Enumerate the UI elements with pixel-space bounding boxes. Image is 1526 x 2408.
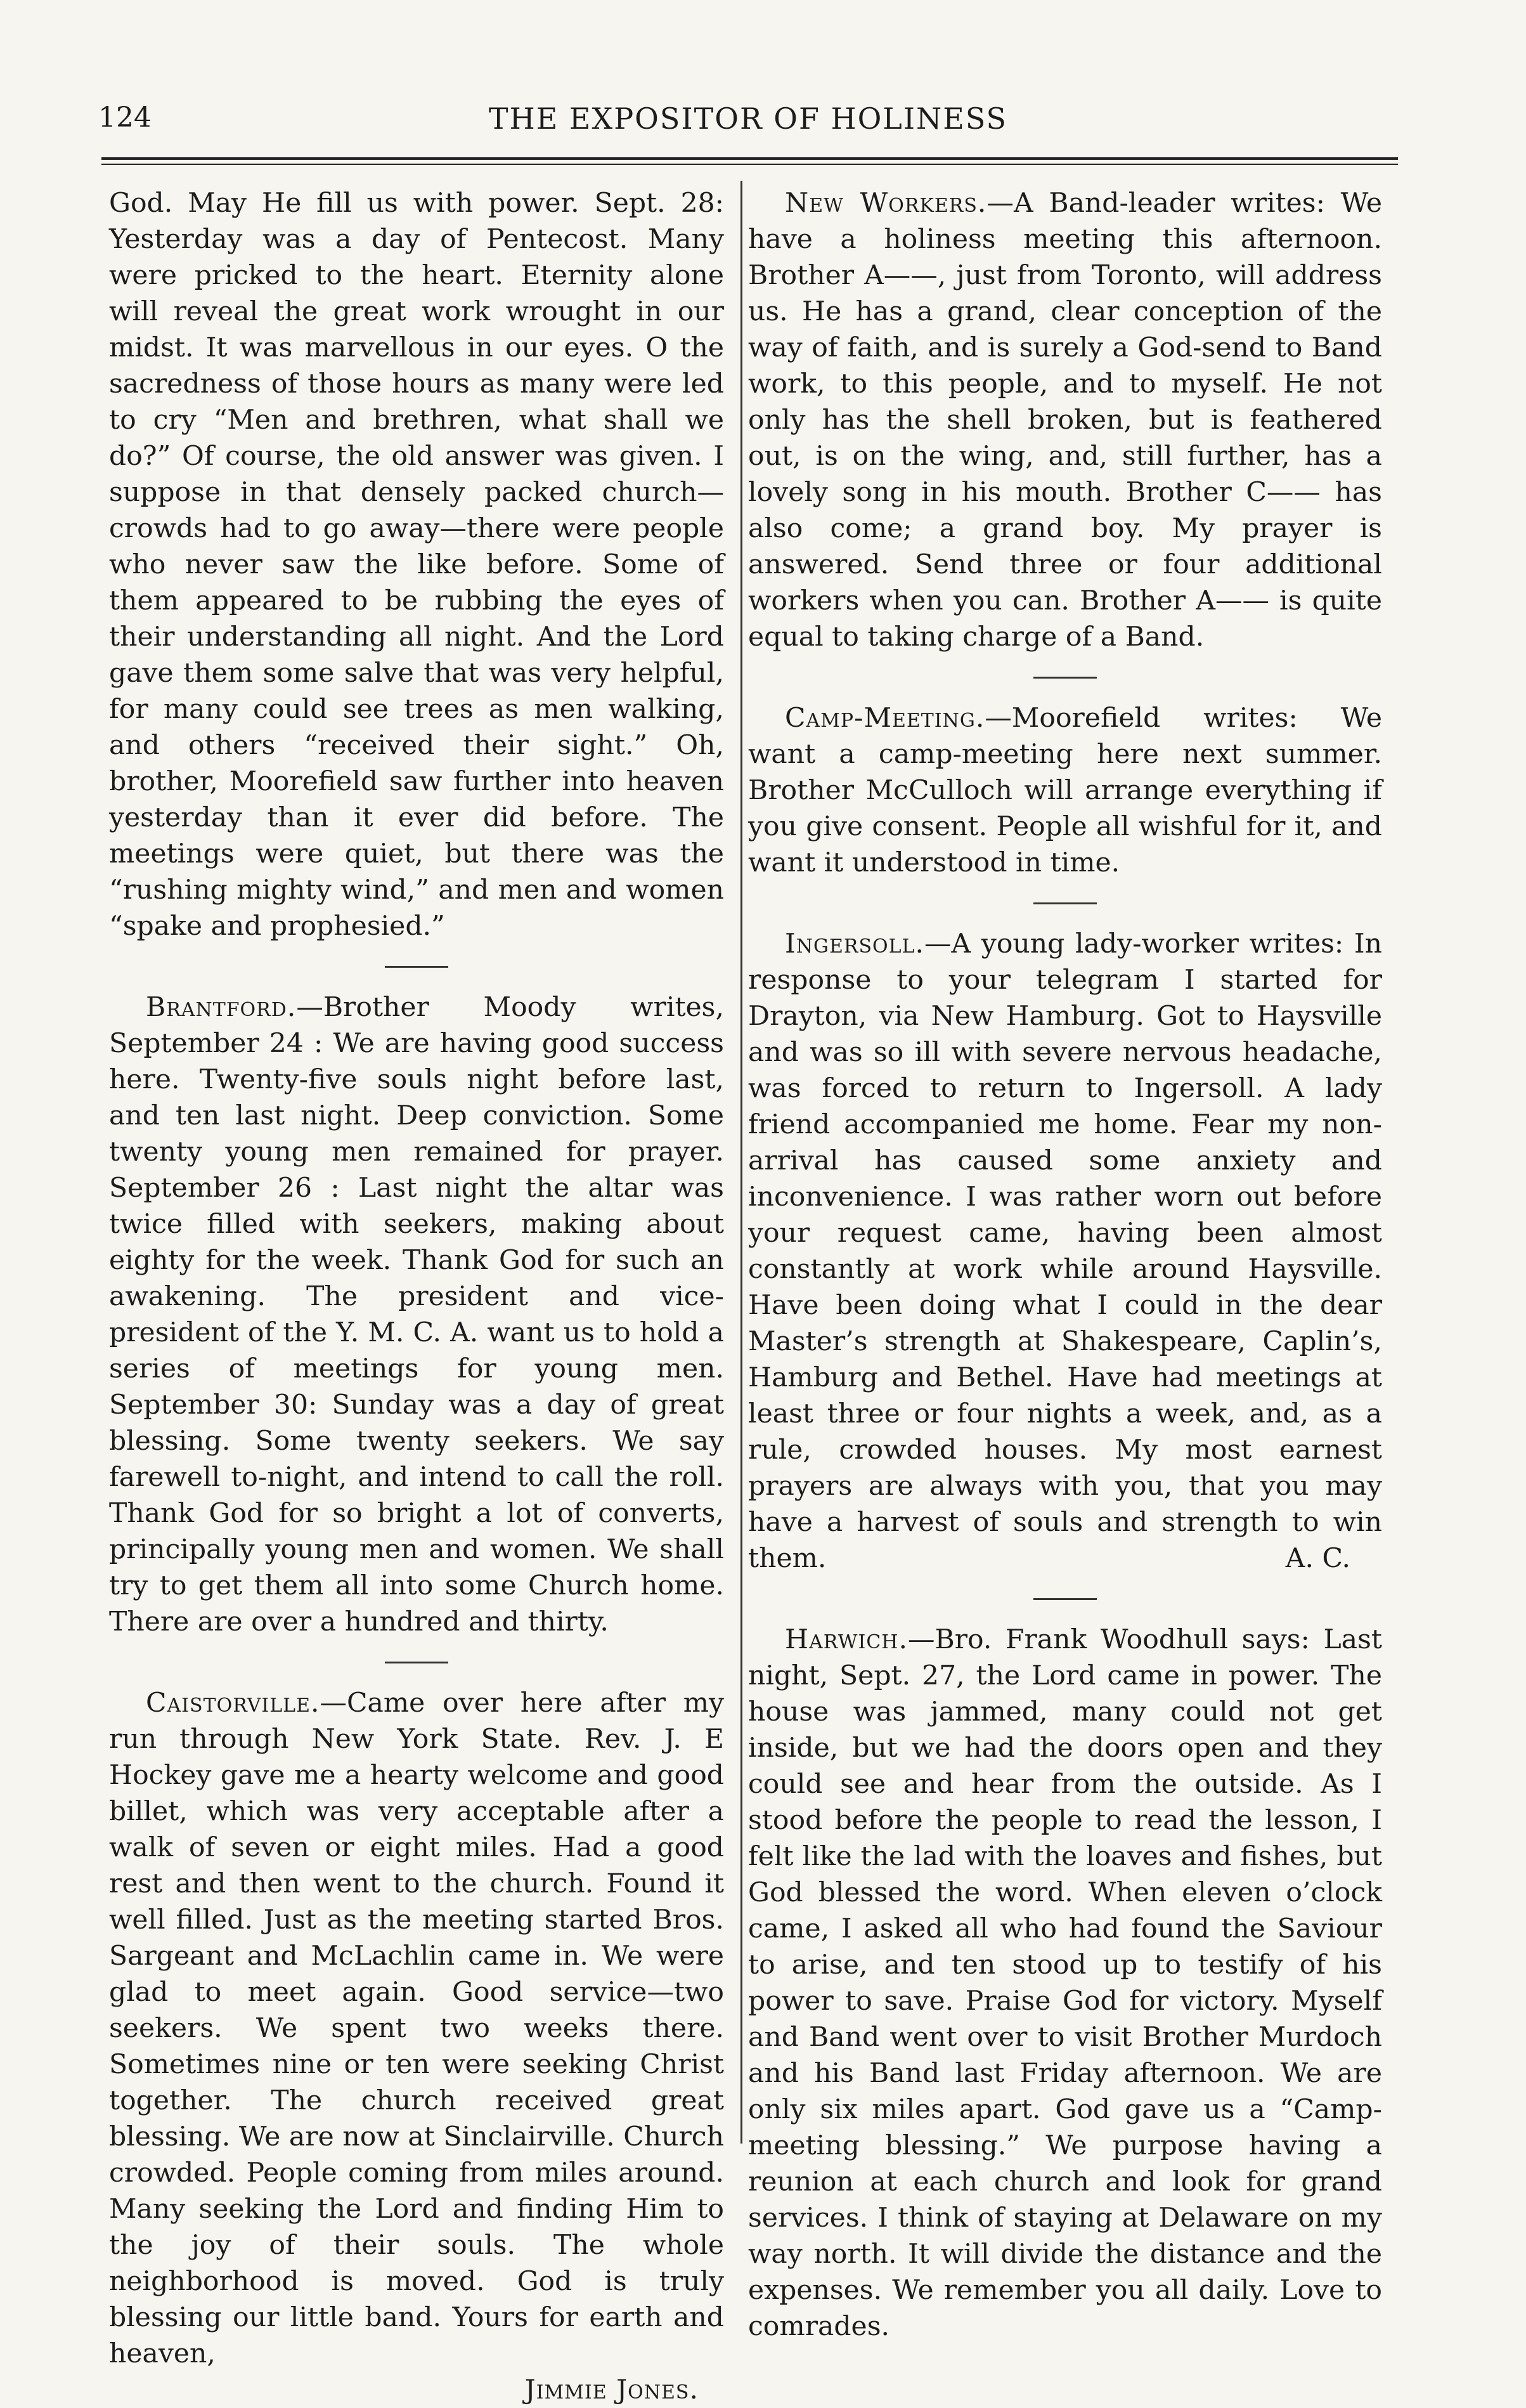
page-number: 124 (98, 101, 152, 134)
section-separator (1033, 902, 1097, 904)
section-separator (1033, 677, 1097, 679)
section-separator (385, 966, 448, 968)
header-rule-thin (101, 164, 1398, 165)
section-separator (1033, 1598, 1097, 1600)
right-column (748, 185, 1382, 2345)
article-brantford (109, 989, 724, 1640)
signature: Jimmie Jones. (524, 2374, 699, 2405)
article-heading: New Workers. (785, 188, 987, 219)
article-body: —A young lady-worker writes: In response to your telegram I started for Drayton, via New Hamburg. Got to Haysville and was so ill with severe nervous headache, was forced to return to Ingersoll. A lady friend accompanied me home. Fear my non-arrival has caused some anxiety and inconvenience. I was rather worn out before your request came, having been almost constantly at work while around Haysville. Have been doing what I could in the dear Master’s strength at Shakespeare, Caplin’s, Hamburg and Bethel. Have had meetings at least three or four nights a week, and, as a rule, crowded houses. My most earnest prayers are always with you, that you may have a harvest of souls and strength to win them. (748, 928, 1382, 1574)
article-caistorville (109, 1685, 724, 2372)
section-separator (385, 1662, 448, 1663)
article-body: —Brother Moody writes, September 24 : We are having good success here. Twenty-five souls night before last, and ten last night. Deep conviction. Some twenty young men remained for prayer. September 26 : Last night the altar was twice filled with seekers, making about eighty for the week. Thank God for such an awakening. The president and vice-president of the Y. M. C. A. want us to hold a series of meetings for young men. September 30: Sunday was a day of great blessing. Some twenty seekers. We say farewell to-night, and intend to call the roll. Thank God for so bright a lot of converts, principally young men and women. We shall try to get them all into some Church home. There are over a hundred and thirty. (109, 992, 724, 1637)
column-divider (740, 181, 742, 2144)
page-header (98, 101, 1398, 152)
article-body: —Moorefield writes: We want a camp-meeting here next summer. Brother McCulloch will arrange everything if you give consent. People all wishful for it, and want it understood in time. (748, 703, 1382, 878)
article-body: —A Band-leader writes: We have a holiness meeting this afternoon. Brother A——, just from Toronto, will address us. He has a grand, clear conception of the way of faith, and is surely a God-send to Band work, to this people, and to myself. He not only has the shell broken, but is feathered out, is on the wing, and, still further, has a lovely song in his mouth. Brother C—— has also come; a grand boy. My prayer is answered. Send three or four additional workers when you can. Brother A—— is quite equal to taking charge of a Band. (748, 188, 1383, 653)
left-column (109, 185, 724, 2408)
article-new-workers (748, 185, 1382, 655)
article-body: —Bro. Frank Woodhull says: Last night, Sept. 27, the Lord came in power. The house was jammed, many could not get inside, but we had the doors open and they could see and hear from the outside. As I stood before the people to read the lesson, I felt like the lad with the loaves and fishes, but God blessed the word. When eleven o’clock came, I asked all who had found the Saviour to arise, and ten stood up to testify of his power to save. Praise God for victory. Myself and Band went over to visit Brother Murdoch and his Band last Friday afternoon. We are only six miles apart. God gave us a “Camp-meeting blessing.” We purpose having a reunion at each church and look for grand services. I think of staying at Delaware on my way north. It will divide the distance and the expenses. We remember you all daily. Love to comrades. (748, 1624, 1382, 2342)
article-heading: Ingersoll. (785, 928, 924, 960)
article-heading: Brantford. (146, 992, 297, 1023)
article-heading: Harwich. (785, 1624, 908, 1655)
article-harwich (748, 1622, 1382, 2345)
running-title: THE EXPOSITOR OF HOLINESS (488, 101, 1008, 136)
header-rule-thick (101, 157, 1398, 160)
intro-paragraph: God. May He fill us with power. Sept. 28: Yesterday was a day of Pentecost. Many were pricked to the heart. Eternity alone will reveal the great work wrought in our midst. It was marvellous in our eyes. O the sacredness of those hours as many were led to cry “Men and brethren, what shall we do?” Of course, the old answer was given. I suppose in that densely packed church—crowds had to go away—there were people who never saw the like before. Some of them appeared to be rubbing the eyes of their understanding all night. And the Lord gave them some salve that was very helpful, for many could see trees as men walking, and others “received their sight.” Oh, brother, Moorefield saw further into heaven yesterday than it ever did before. The meetings were quiet, but there was the “rushing mighty wind,” and men and women “spake and prophesied.” (109, 188, 724, 942)
article-heading: Caistorville. (146, 1688, 320, 1719)
signature: A. C. (1285, 1543, 1350, 1574)
article-camp-meeting (748, 700, 1382, 881)
article-body: —Came over here after my run through New York State. Rev. J. E Hockey gave me a hearty welcome and good billet, which was very acceptable after a walk of seven or eight miles. Had a good rest and then went to the church. Found it well filled. Just as the meeting started Bros. Sargeant and McLachlin came in. We were glad to meet again. Good service—two seekers. We spent two weeks there. Sometimes nine or ten were seeking Christ together. The church received great blessing. We are now at Sinclairville. Church crowded. People coming from miles around. Many seeking the Lord and finding Him to the joy of their souls. The whole neighborhood is moved. God is truly blessing our little band. Yours for earth and heaven, (109, 1688, 724, 2369)
article-ingersoll (748, 926, 1382, 1577)
article-heading: Camp-Meeting. (785, 703, 985, 734)
